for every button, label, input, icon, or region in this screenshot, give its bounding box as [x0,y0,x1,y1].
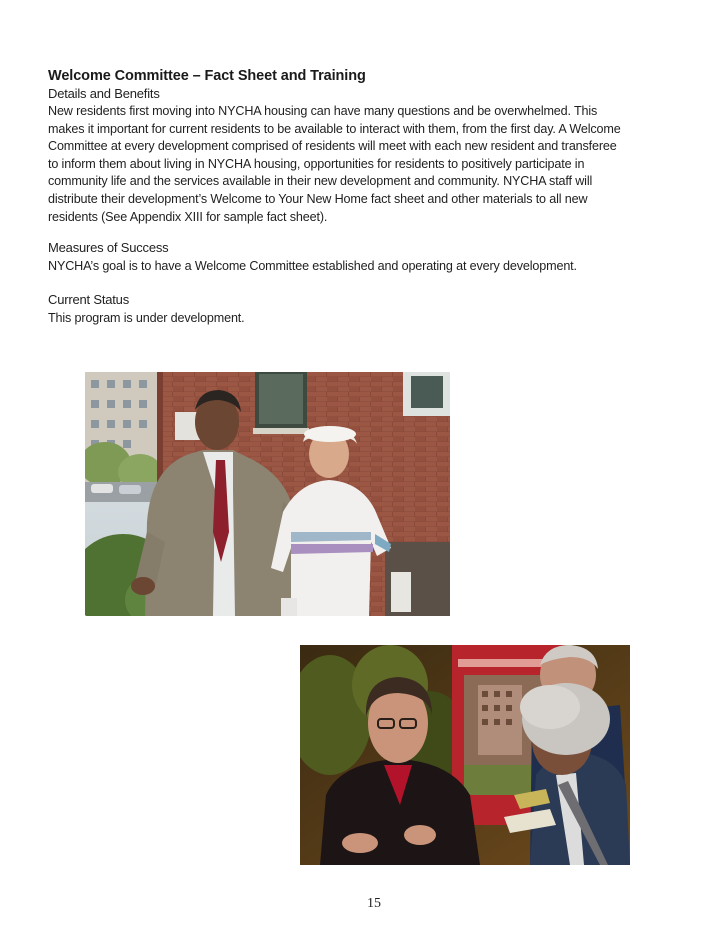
status-heading: Current Status [48,292,130,307]
details-line: community life and the services available in their new development and community. NYCHA staff will [48,174,593,189]
photo-man-and-woman-image [85,372,450,616]
measures-heading: Measures of Success [48,240,169,255]
details-paragraph [48,103,673,226]
measures-text: NYCHA’s goal is to have a Welcome Committee established and operating at every development. [48,259,577,273]
details-heading: Details and Benefits [48,86,160,101]
photo-event-table-image [300,645,630,865]
details-line: makes it important for current residents to be available to interact with them, from the first day. A Welcome [48,121,621,136]
photo-man-and-woman [85,372,450,616]
page-number: 15 [367,896,381,911]
details-line: distribute their development’s Welcome to Your New Home fact sheet and other materials to all new [48,191,588,206]
details-line: New residents first moving into NYCHA housing can have many questions and be overwhelmed. This [48,104,598,118]
status-text: This program is under development. [48,311,245,325]
page-title: Welcome Committee – Fact Sheet and Training [48,68,366,84]
details-line: residents (See Appendix XIII for sample fact sheet). [48,209,328,224]
details-line: to inform them about living in NYCHA housing, opportunities for residents to positively participate in [48,156,585,171]
photo-event-table [300,645,630,865]
details-line: Committee at every development comprised of residents will meet with each new resident and transferee [48,139,617,154]
